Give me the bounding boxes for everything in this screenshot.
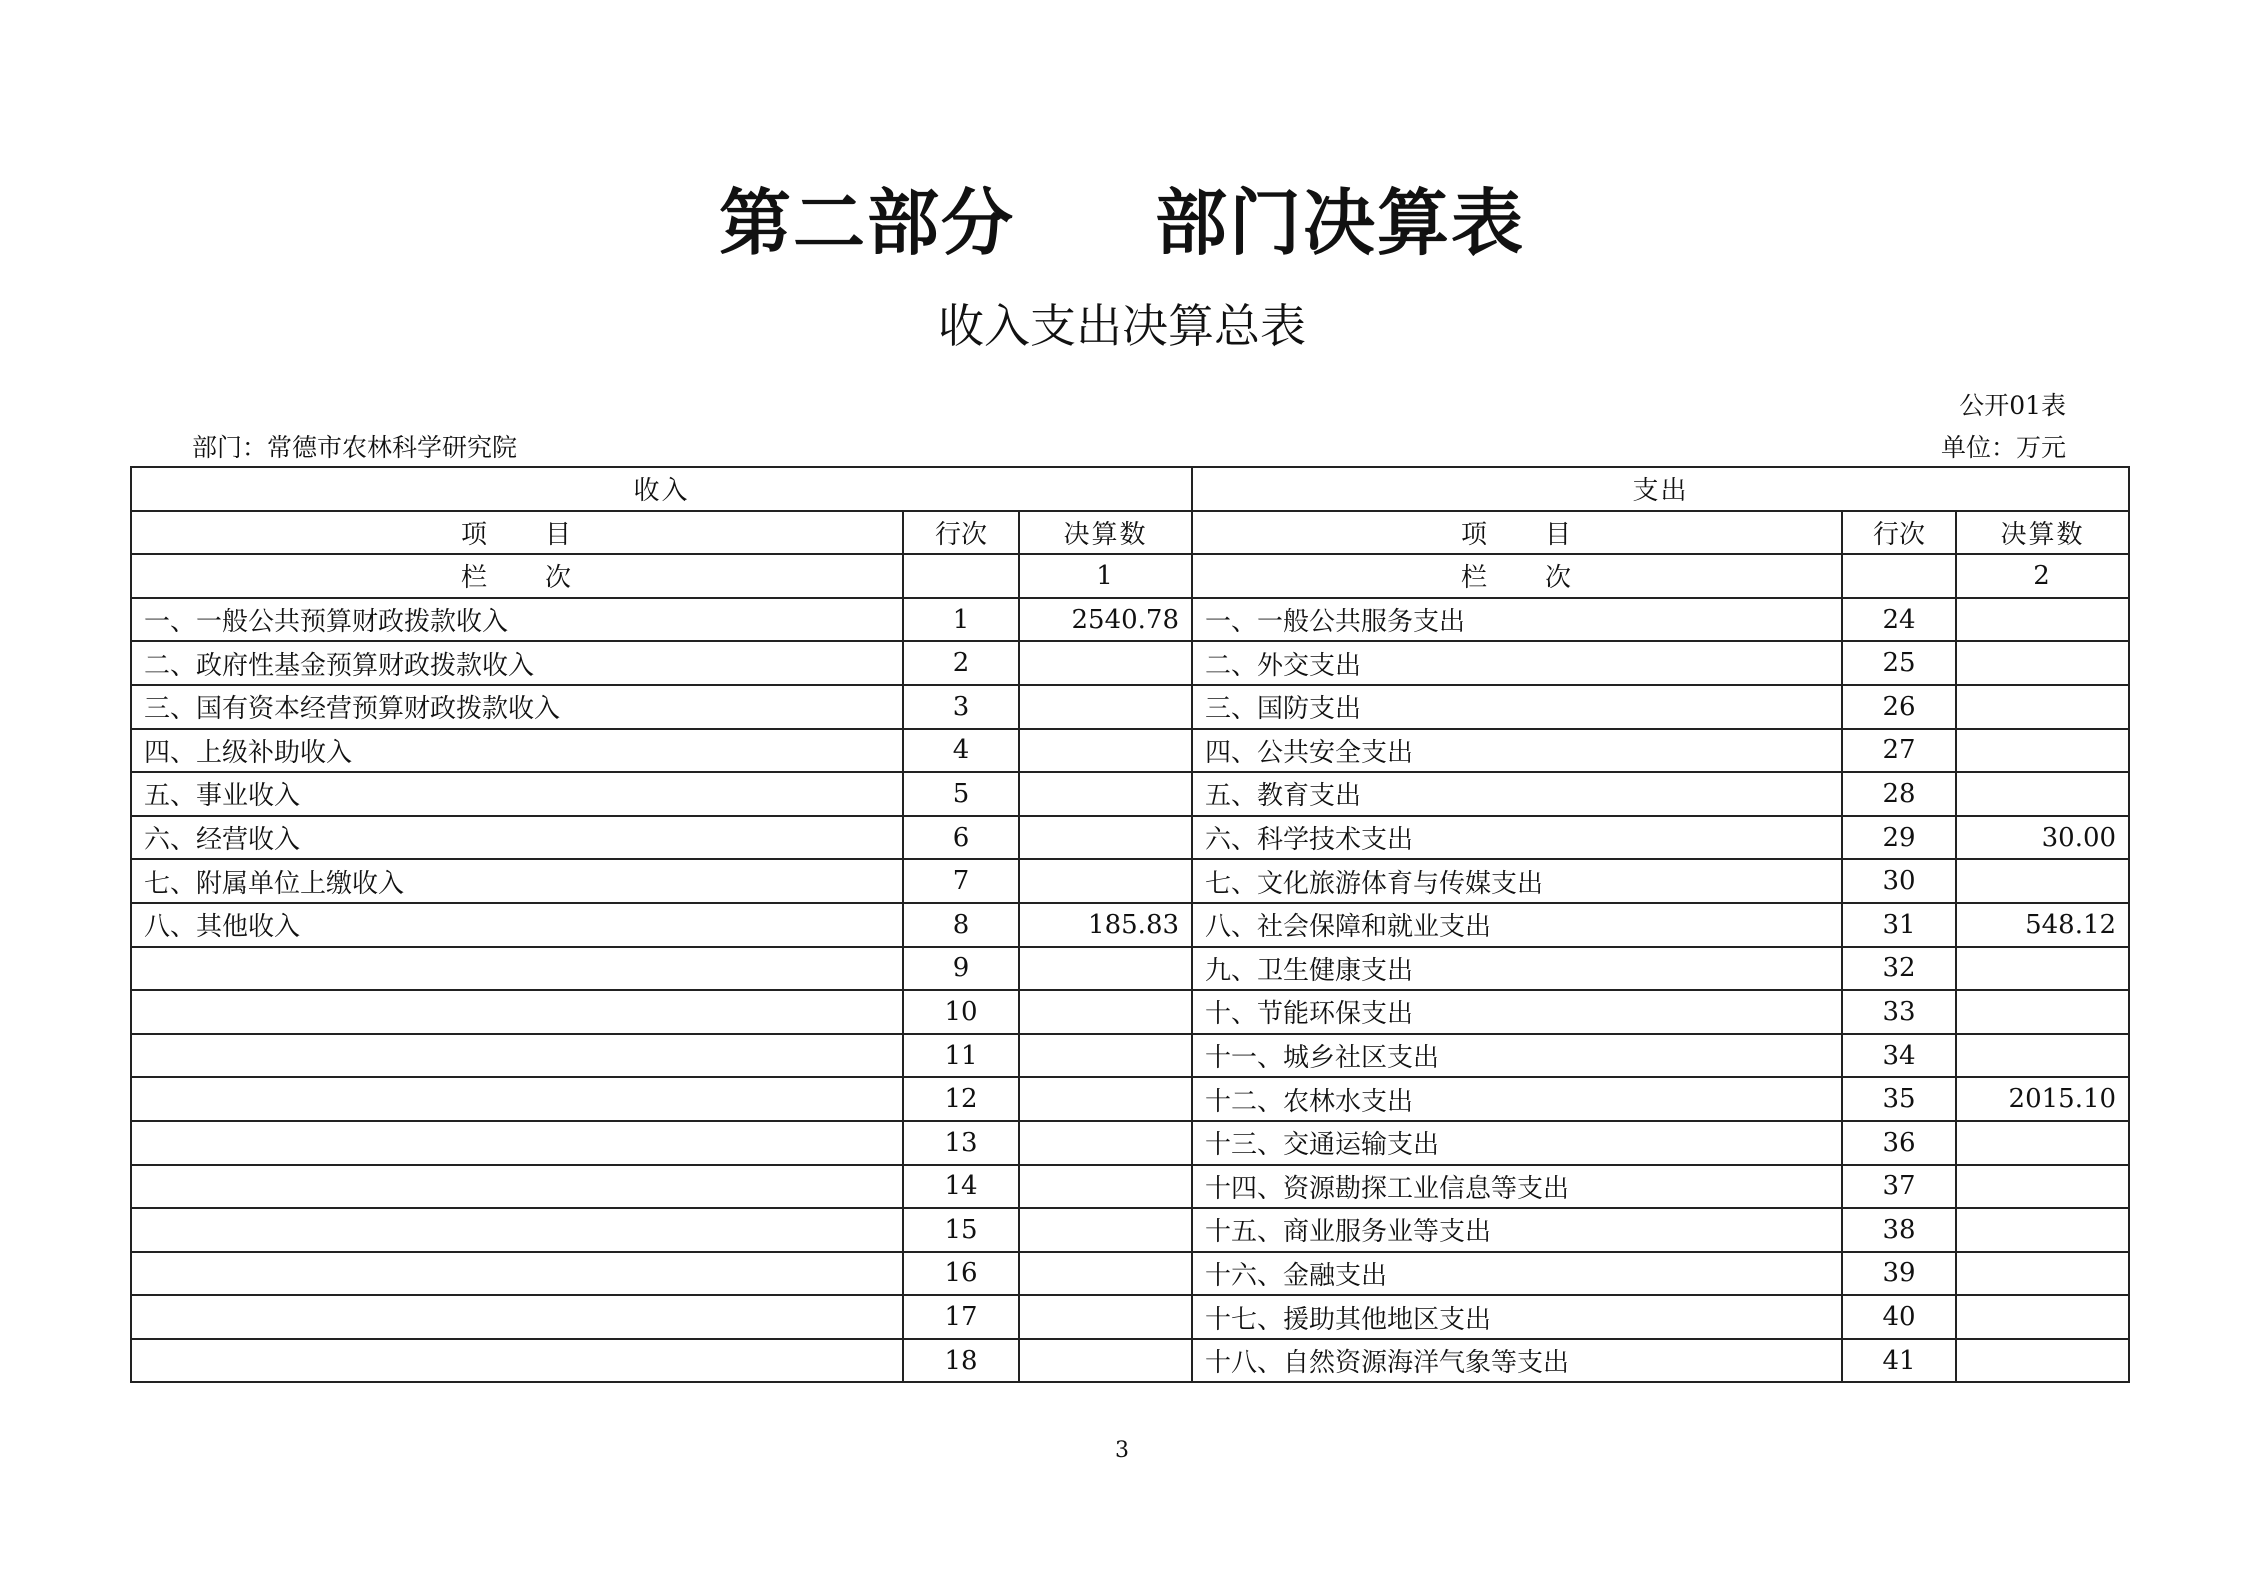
table-row [131, 729, 2129, 773]
table-row [131, 1165, 2129, 1209]
expense-amount-cell [1956, 772, 2129, 816]
income-label-cell: 栏 次 [131, 554, 903, 598]
expense-row-number: 24 [1842, 598, 1956, 642]
income-row-number: 7 [903, 859, 1019, 903]
income-col-number: 1 [1019, 554, 1192, 598]
expense-item-cell: 十四、资源勘探工业信息等支出 [1192, 1165, 1842, 1209]
income-item-cell [131, 1208, 903, 1252]
income-row-number: 15 [903, 1208, 1019, 1252]
income-amount-cell [1019, 1165, 1192, 1209]
expense-row-number: 28 [1842, 772, 1956, 816]
income-amount-cell [1019, 772, 1192, 816]
expense-row-number: 33 [1842, 990, 1956, 1034]
table-row [131, 685, 2129, 729]
expense-amount-cell [1956, 1295, 2129, 1339]
expense-item-cell: 十五、商业服务业等支出 [1192, 1208, 1842, 1252]
expense-item-header: 项 目 [1192, 511, 1842, 555]
income-item-cell: 五、事业收入 [131, 772, 903, 816]
expense-amount-cell: 2015.10 [1956, 1077, 2129, 1121]
income-row-number: 14 [903, 1165, 1019, 1209]
income-item-cell [131, 1339, 903, 1383]
expense-row-number: 25 [1842, 641, 1956, 685]
table-row [131, 1208, 2129, 1252]
income-amount-cell [1019, 685, 1192, 729]
income-amount-cell [1019, 1121, 1192, 1165]
income-row-number: 4 [903, 729, 1019, 773]
expense-row-number: 29 [1842, 816, 1956, 860]
expense-item-cell: 八、社会保障和就业支出 [1192, 903, 1842, 947]
table-row [131, 990, 2129, 1034]
expense-amount-cell [1956, 947, 2129, 991]
income-item-cell [131, 1121, 903, 1165]
income-header: 收入 [131, 467, 1192, 511]
income-row-header: 行次 [903, 511, 1019, 555]
income-amount-cell [1019, 729, 1192, 773]
income-item-cell [131, 1165, 903, 1209]
table-row [131, 816, 2129, 860]
expense-item-cell: 七、文化旅游体育与传媒支出 [1192, 859, 1842, 903]
header-row-column-numbers [131, 554, 2129, 598]
expense-row-blank [1842, 554, 1956, 598]
expense-amount-cell [1956, 641, 2129, 685]
income-amount-cell [1019, 1295, 1192, 1339]
expense-row-number: 31 [1842, 903, 1956, 947]
expense-amount-cell [1956, 859, 2129, 903]
expense-row-number: 32 [1842, 947, 1956, 991]
expense-item-cell: 十一、城乡社区支出 [1192, 1034, 1842, 1078]
table-row [131, 1295, 2129, 1339]
page-title [0, 165, 2244, 269]
expense-row-number: 27 [1842, 729, 1956, 773]
expense-item-cell: 九、卫生健康支出 [1192, 947, 1842, 991]
expense-amount-cell [1956, 1121, 2129, 1165]
table-row [131, 903, 2129, 947]
income-item-cell: 二、政府性基金预算财政拨款收入 [131, 641, 903, 685]
expense-item-cell: 一、一般公共服务支出 [1192, 598, 1842, 642]
expense-amount-cell: 30.00 [1956, 816, 2129, 860]
form-number: 公开01表 [1959, 391, 2066, 420]
income-amount-cell [1019, 1034, 1192, 1078]
income-row-blank [903, 554, 1019, 598]
income-amount-cell [1019, 1252, 1192, 1296]
income-item-cell: 六、经营收入 [131, 816, 903, 860]
income-amount-cell [1019, 947, 1192, 991]
income-item-cell [131, 1034, 903, 1078]
expense-item-cell: 二、外交支出 [1192, 641, 1842, 685]
expense-row-number: 38 [1842, 1208, 1956, 1252]
expense-amount-cell [1956, 1339, 2129, 1383]
income-item-cell: 一、一般公共预算财政拨款收入 [131, 598, 903, 642]
title-part-2: 部门决算表 [1155, 180, 1526, 265]
expense-row-number: 39 [1842, 1252, 1956, 1296]
income-expense-table [130, 466, 2130, 1383]
income-item-cell [131, 990, 903, 1034]
expense-item-cell: 十八、自然资源海洋气象等支出 [1192, 1339, 1842, 1383]
table-title: 收入支出决算总表 [938, 299, 1306, 353]
expense-row-number: 40 [1842, 1295, 1956, 1339]
expense-row-number: 35 [1842, 1077, 1956, 1121]
income-amount-cell [1019, 816, 1192, 860]
expense-item-cell: 三、国防支出 [1192, 685, 1842, 729]
income-amount-header: 决算数 [1019, 511, 1192, 555]
income-amount-cell: 2540.78 [1019, 598, 1192, 642]
income-row-number: 3 [903, 685, 1019, 729]
page-number: 3 [1115, 1438, 1129, 1463]
table-row [131, 1077, 2129, 1121]
income-row-number: 6 [903, 816, 1019, 860]
income-row-number: 11 [903, 1034, 1019, 1078]
expense-item-cell: 五、教育支出 [1192, 772, 1842, 816]
income-item-cell [131, 947, 903, 991]
table-row [131, 1252, 2129, 1296]
table-row [131, 1034, 2129, 1078]
expense-header: 支出 [1192, 467, 2129, 511]
table-row [131, 598, 2129, 642]
expense-amount-cell [1956, 729, 2129, 773]
table-row [131, 772, 2129, 816]
income-row-number: 16 [903, 1252, 1019, 1296]
expense-item-cell: 四、公共安全支出 [1192, 729, 1842, 773]
income-row-number: 1 [903, 598, 1019, 642]
expense-item-cell: 十、节能环保支出 [1192, 990, 1842, 1034]
table-row [131, 947, 2129, 991]
expense-row-number: 30 [1842, 859, 1956, 903]
income-amount-cell [1019, 1077, 1192, 1121]
expense-amount-cell [1956, 685, 2129, 729]
expense-row-number: 26 [1842, 685, 1956, 729]
expense-amount-cell [1956, 1034, 2129, 1078]
income-item-cell: 八、其他收入 [131, 903, 903, 947]
expense-row-header: 行次 [1842, 511, 1956, 555]
expense-amount-cell [1956, 1252, 2129, 1296]
expense-item-cell: 十二、农林水支出 [1192, 1077, 1842, 1121]
income-row-number: 10 [903, 990, 1019, 1034]
income-item-header: 项 目 [131, 511, 903, 555]
expense-row-number: 34 [1842, 1034, 1956, 1078]
title-part-1: 第二部分 [718, 180, 1015, 265]
income-item-cell [131, 1252, 903, 1296]
table-row [131, 1121, 2129, 1165]
income-amount-cell [1019, 641, 1192, 685]
header-row-columns [131, 511, 2129, 555]
income-item-cell: 三、国有资本经营预算财政拨款收入 [131, 685, 903, 729]
income-amount-cell: 185.83 [1019, 903, 1192, 947]
expense-item-cell: 十三、交通运输支出 [1192, 1121, 1842, 1165]
table-row [131, 859, 2129, 903]
income-amount-cell [1019, 859, 1192, 903]
expense-item-cell: 十六、金融支出 [1192, 1252, 1842, 1296]
department-label: 部门：常德市农林科学研究院 [192, 433, 518, 462]
income-item-cell: 七、附属单位上缴收入 [131, 859, 903, 903]
expense-label-cell: 栏 次 [1192, 554, 1842, 598]
income-row-number: 12 [903, 1077, 1019, 1121]
expense-amount-cell [1956, 1165, 2129, 1209]
income-row-number: 13 [903, 1121, 1019, 1165]
table-row [131, 641, 2129, 685]
income-item-cell: 四、上级补助收入 [131, 729, 903, 773]
income-item-cell [131, 1295, 903, 1339]
expense-row-number: 37 [1842, 1165, 1956, 1209]
expense-amount-cell: 548.12 [1956, 903, 2129, 947]
expense-row-number: 41 [1842, 1339, 1956, 1383]
expense-item-cell: 六、科学技术支出 [1192, 816, 1842, 860]
income-row-number: 5 [903, 772, 1019, 816]
expense-item-cell: 十七、援助其他地区支出 [1192, 1295, 1842, 1339]
income-item-cell [131, 1077, 903, 1121]
expense-amount-header: 决算数 [1956, 511, 2129, 555]
income-row-number: 8 [903, 903, 1019, 947]
unit-label: 单位：万元 [1940, 433, 2066, 462]
header-row-sections [131, 467, 2129, 511]
table-row [131, 1339, 2129, 1383]
expense-amount-cell [1956, 1208, 2129, 1252]
expense-amount-cell [1956, 598, 2129, 642]
income-amount-cell [1019, 1339, 1192, 1383]
expense-amount-cell [1956, 990, 2129, 1034]
expense-row-number: 36 [1842, 1121, 1956, 1165]
expense-col-number: 2 [1956, 554, 2129, 598]
income-row-number: 9 [903, 947, 1019, 991]
income-row-number: 18 [903, 1339, 1019, 1383]
income-row-number: 2 [903, 641, 1019, 685]
income-amount-cell [1019, 990, 1192, 1034]
income-amount-cell [1019, 1208, 1192, 1252]
income-row-number: 17 [903, 1295, 1019, 1339]
